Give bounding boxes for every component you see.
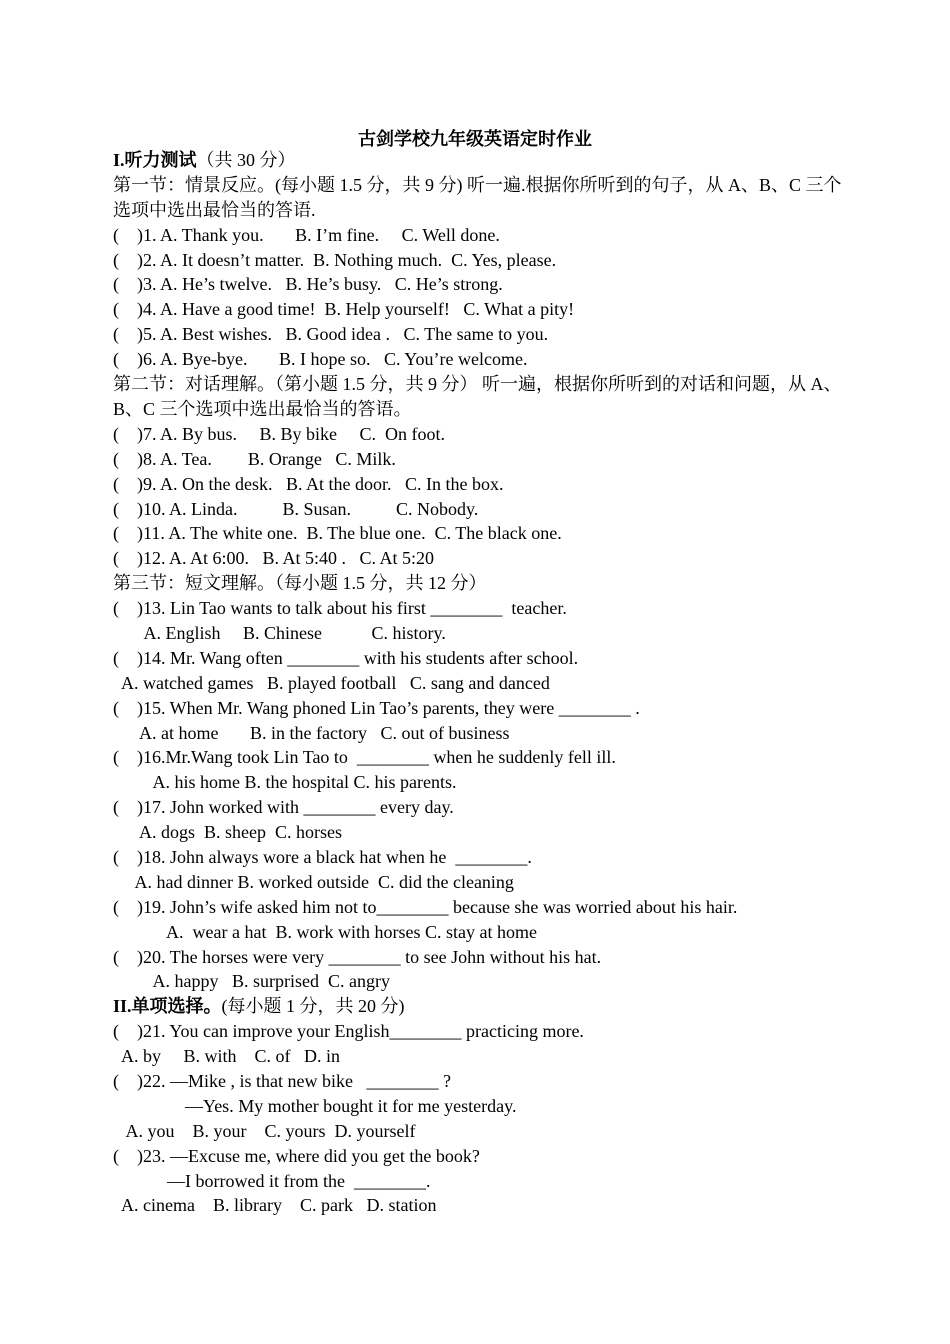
question-line: ( )1. A. Thank you. B. I’m fine. C. Well done. [113, 224, 500, 245]
section2-instruction: 第二节：对话理解。（第小题 1.5 分，共 9 分） 听一遍，根据你所听到的对话和问题，从 A、B、C 三个选项中选出最恰当的答语。 [113, 374, 842, 419]
options-line: A. had dinner B. worked outside C. did the cleaning [113, 871, 514, 892]
question-line: ( )6. A. Bye-bye. B. I hope so. C. You’re welcome. [113, 349, 528, 370]
part2-heading [113, 994, 843, 1019]
options-line: A. his home B. the hospital C. his parents. [113, 772, 457, 793]
question-line: ( )13. Lin Tao wants to talk about his first ________ teacher. [113, 598, 567, 619]
question-line: ( )20. The horses were very ________ to see John without his hat. [113, 946, 602, 967]
question-line: ( )19. John’s wife asked him not to________ because she was worried about his hair. [113, 896, 738, 917]
question-line: ( )11. A. The white one. B. The blue one. C. The black one. [113, 523, 562, 544]
dialogue-line: —I borrowed it from the ________. [113, 1170, 431, 1191]
options-line: A. happy B. surprised C. angry [113, 971, 390, 992]
options-line: A. by B. with C. of D. in [113, 1046, 341, 1067]
page-title: 古剑学校九年级英语定时作业 [358, 129, 592, 149]
part1-heading-bold: I.听力测试 [113, 150, 197, 170]
exam-content [113, 148, 843, 1218]
question-line: ( )9. A. On the desk. B. At the door. C. In the box. [113, 473, 504, 494]
part2-heading-bold: II.单项选择。 [113, 996, 222, 1017]
options-line: A. English B. Chinese C. history. [113, 622, 446, 643]
question-line: ( )4. A. Have a good time! B. Help yourself! C. What a pity! [113, 299, 575, 320]
question-line: ( )14. Mr. Wang often ________ with his students after school. [113, 647, 579, 668]
section3-instruction: 第三节：短文理解。（每小题 1.5 分，共 12 分） [113, 573, 487, 594]
question-line: ( )18. John always wore a black hat when he ________. [113, 847, 532, 867]
options-line: A. dogs B. sheep C. horses [113, 822, 342, 843]
question-line: ( )2. A. It doesn’t matter. B. Nothing much. C. Yes, please. [113, 249, 557, 270]
question-line: ( )23. —Excuse me, where did you get the book? [113, 1145, 480, 1166]
question-line: ( )10. A. Linda. B. Susan. C. Nobody. [113, 498, 479, 519]
section1-instruction: 第一节：情景反应。(每小题 1.5 分，共 9 分) 听一遍.根据你所听到的句子，从 A、B、C 三个选项中选出最恰当的答语. [113, 174, 842, 220]
question-line: ( )17. John worked with ________ every day. [113, 797, 454, 818]
question-line: ( )3. A. He’s twelve. B. He’s busy. C. He’s strong. [113, 274, 503, 295]
question-line: ( )12. A. At 6:00. B. At 5:40 . C. At 5:20 [113, 548, 435, 569]
options-line: A. you B. your C. yours D. yourself [113, 1120, 416, 1141]
question-line: ( )21. You can improve your English________ practicing more. [113, 1021, 584, 1042]
options-line: A. cinema B. library C. park D. station [113, 1195, 437, 1216]
question-line: ( )8. A. Tea. B. Orange C. Milk. [113, 448, 396, 469]
part2-heading-rest: (每小题 1 分，共 20 分) [221, 996, 405, 1017]
question-line: ( )7. A. By bus. B. By bike C. On foot. [113, 423, 446, 444]
question-line: ( )5. A. Best wishes. B. Good idea . C. The same to you. [113, 324, 549, 345]
question-line: ( )22. —Mike , is that new bike ________ ? [113, 1071, 451, 1092]
part1-heading [113, 148, 843, 173]
options-line: A. watched games B. played football C. sang and danced [113, 672, 550, 693]
part1-heading-rest: （共 30 分） [196, 150, 296, 170]
question-line: ( )16.Mr.Wang took Lin Tao to ________ when he suddenly fell ill. [113, 747, 616, 768]
options-line: A. wear a hat B. work with horses C. stay at home [113, 921, 537, 942]
options-line: A. at home B. in the factory C. out of business [113, 722, 510, 743]
question-line: ( )15. When Mr. Wang phoned Lin Tao’s parents, they were ________ . [113, 697, 640, 718]
dialogue-line: —Yes. My mother bought it for me yesterday. [113, 1095, 517, 1116]
